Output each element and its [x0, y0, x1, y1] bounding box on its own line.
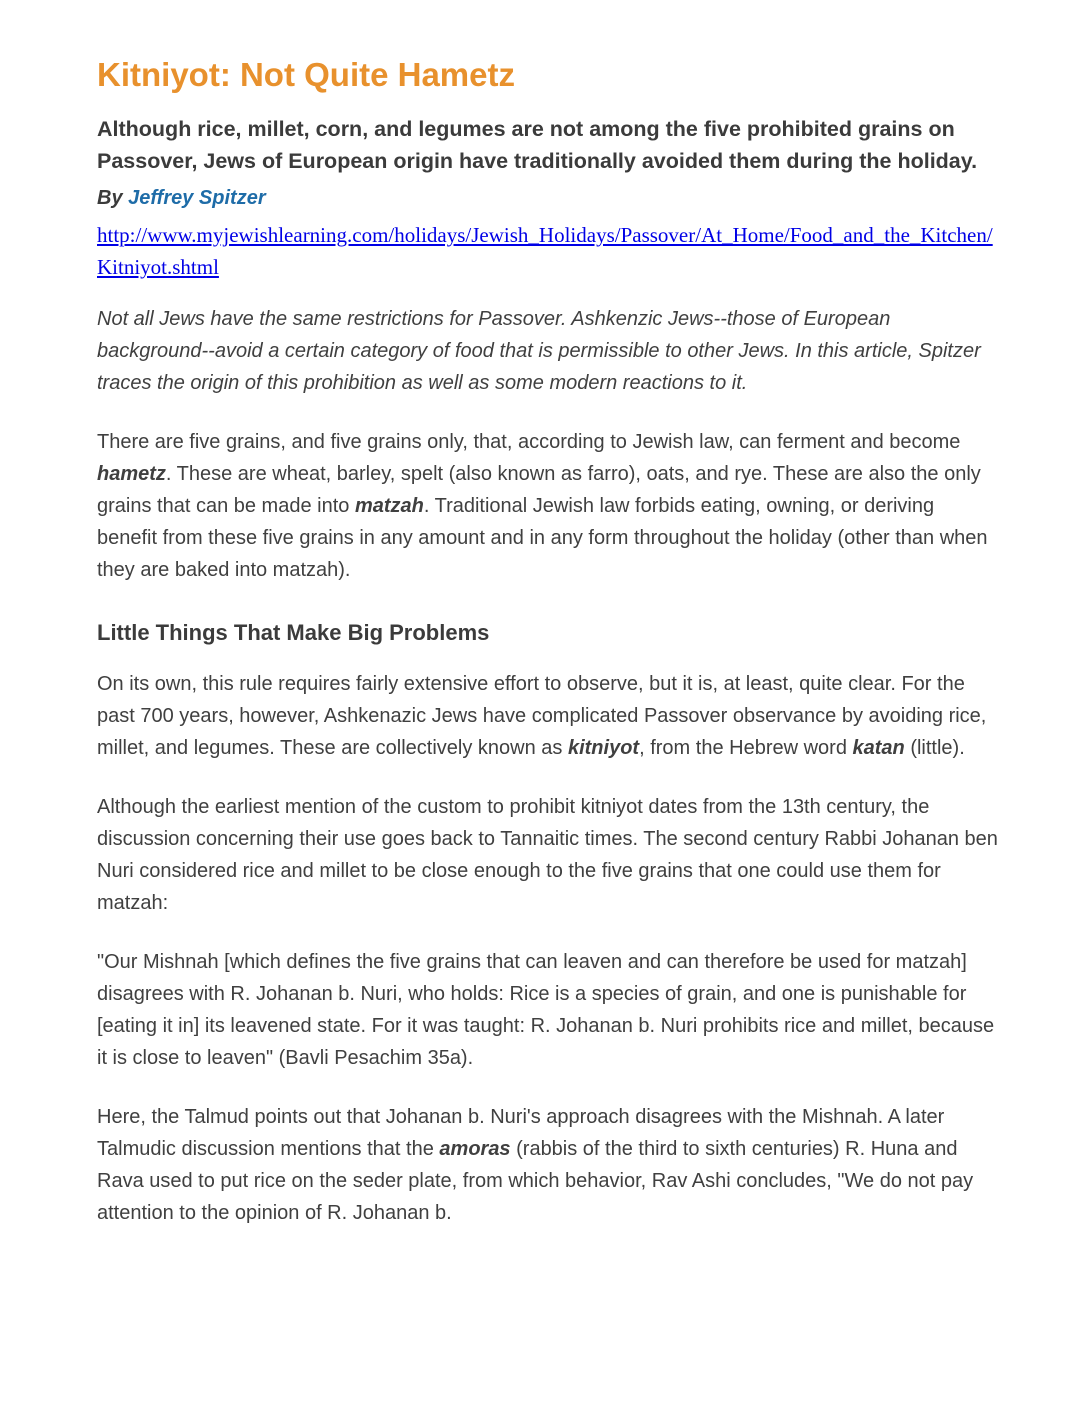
- lead-paragraph: Not all Jews have the same restrictions for Passover. Ashkenzic Jews--those of European background--avoid a certain category of food that is permissible to other Jews. In this article, Spitzer traces the origin of this prohibition as well as some modern reactions to it.: [97, 308, 981, 394]
- byline-prefix: By: [97, 187, 129, 209]
- paragraph-five-grains: There are five grains, and five grains only, that, according to Jewish law, can ferment and become hametz. These are wheat, barley, spelt (also known as farro), oats, and rye. These are also the only grains that can be made into matzah. Traditional Jewish law forbids eating, owning, or deriving benefit from these five grains in any amount and in any form throughout the holiday (other than when they are baked into matzah).: [97, 431, 988, 581]
- byline: [97, 183, 998, 213]
- paragraph-mishnah-quote: "Our Mishnah [which defines the five grains that can leaven and can therefore be used for matzah] disagrees with R. Johanan b. Nuri, who holds: Rice is a species of grain, and one is punishable for [eating it in] its leavened state. For it was taught: R. Johanan b. Nuri prohibits rice and millet, because it is close to leaven" (Bavli Pesachim 35a).: [97, 951, 995, 1069]
- article-title: Kitniyot: Not Quite Hametz: [97, 56, 515, 93]
- article-subtitle: Although rice, millet, corn, and legumes are not among the five prohibited grains on Passover, Jews of European origin have traditionally avoided them during the holiday.: [97, 117, 978, 173]
- paragraph-on-its-own: On its own, this rule requires fairly extensive effort to observe, but it is, at least, quite clear. For the past 700 years, however, Ashkenazic Jews have complicated Passover observance by avoiding rice, millet, and legumes. These are collectively known as kitniyot, from the Hebrew word katan (little).: [97, 673, 987, 759]
- author-link[interactable]: Jeffrey Spitzer: [128, 187, 266, 209]
- section-heading: Little Things That Make Big Problems: [97, 620, 490, 645]
- paragraph-earliest-mention: Although the earliest mention of the custom to prohibit kitniyot dates from the 13th century, the discussion concerning their use goes back to Tannaitic times. The second century Rabbi Johanan ben Nuri considered rice and millet to be close enough to the five grains that one could use them for matzah:: [97, 796, 998, 914]
- source-url-link[interactable]: http://www.myjewishlearning.com/holidays/Jewish_Holidays/Passover/At_Home/Food_and_the_Kitchen/Kitniyot.shtml: [97, 223, 993, 279]
- paragraph-talmud-points: Here, the Talmud points out that Johanan b. Nuri's approach disagrees with the Mishnah. A later Talmudic discussion mentions that the amoras (rabbis of the third to sixth centuries) R. Huna and Rava used to put rice on the seder plate, from which behavior, Rav Ashi concludes, "We do not pay attention to the opinion of R. Johanan b.: [97, 1106, 974, 1224]
